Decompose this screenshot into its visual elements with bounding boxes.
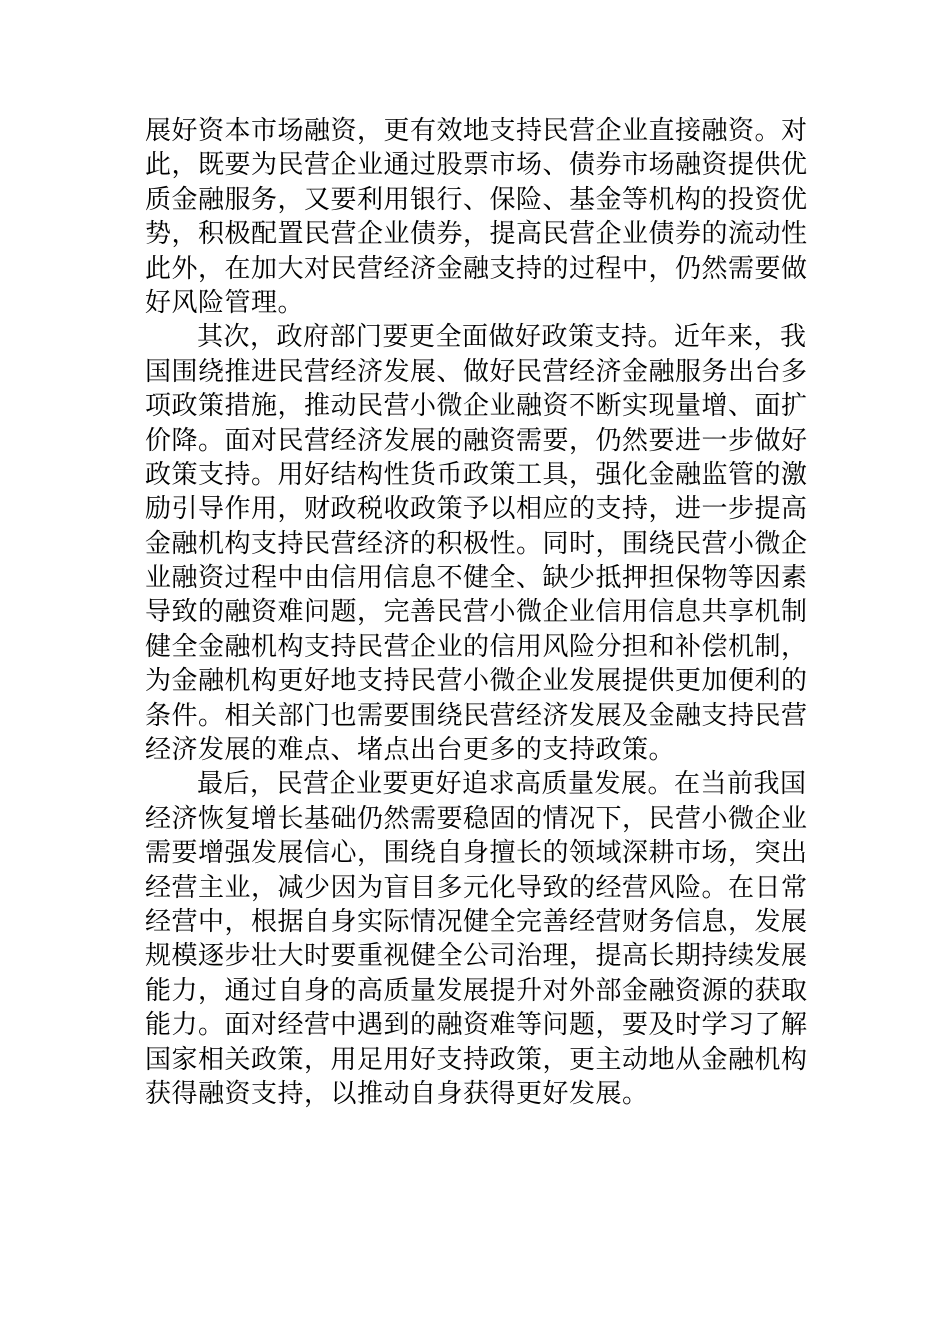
- text-line: 好风险管理。: [145, 287, 305, 318]
- text-line: 其次，政府部门要更全面做好政策支持。近年来，我: [197, 322, 807, 353]
- text-line: 质金融服务，又要利用银行、保险、基金等机构的投资优: [145, 184, 808, 215]
- text-line: 励引导作用，财政税收政策予以相应的支持，进一步提高: [145, 494, 808, 525]
- text-line: 金融机构支持民营经济的积极性。同时，围绕民营小微企: [145, 528, 808, 559]
- text-line: 经济发展的难点、堵点出台更多的支持政策。: [145, 735, 676, 766]
- paragraph: [145, 114, 810, 320]
- text-line: 国家相关政策，用足用好支持政策，更主动地从金融机构: [145, 1044, 808, 1075]
- text-line: 条件。相关部门也需要围绕民营经济发展及金融支持民营: [145, 700, 808, 731]
- text-line: 国围绕推进民营经济发展、做好民营经济金融服务出台多: [145, 356, 808, 387]
- text-line: 经济恢复增长基础仍然需要稳固的情况下，民营小微企业: [145, 803, 808, 834]
- text-line: 价降。面对民营经济发展的融资需要，仍然要进一步做好: [145, 425, 808, 456]
- text-line: 规模逐步壮大时要重视健全公司治理，提高长期持续发展: [145, 941, 808, 972]
- paragraph: [145, 767, 810, 1111]
- body-text: [145, 114, 810, 1111]
- text-line: 能力。面对经营中遇到的融资难等问题，要及时学习了解: [145, 1010, 808, 1041]
- text-line: 获得融资支持，以推动自身获得更好发展。: [145, 1078, 649, 1109]
- text-line: 为金融机构更好地支持民营小微企业发展提供更加便利的: [145, 666, 808, 697]
- text-line: 此外，在加大对民营经济金融支持的过程中，仍然需要做: [145, 253, 808, 284]
- text-line: 业融资过程中由信用信息不健全、缺少抵押担保物等因素: [145, 563, 808, 594]
- text-line: 展好资本市场融资，更有效地支持民营企业直接融资。对: [145, 116, 808, 146]
- text-line: 能力，通过自身的高质量发展提升对外部金融资源的获取: [145, 975, 808, 1006]
- text-line: 政策支持。用好结构性货币政策工具，强化金融监管的激: [145, 459, 808, 490]
- text-line: 势，积极配置民营企业债券，提高民营企业债券的流动性: [145, 219, 808, 250]
- text-line: 最后，民营企业要更好追求高质量发展。在当前我国: [197, 769, 807, 800]
- text-line: 经营主业，减少因为盲目多元化导致的经营风险。在日常: [145, 872, 808, 903]
- text-line: 经营中，根据自身实际情况健全完善经营财务信息，发展: [145, 906, 808, 937]
- paragraph: [145, 320, 810, 767]
- text-line: 需要增强发展信心，围绕自身擅长的领域深耕市场，突出: [145, 838, 808, 869]
- text-line: 此，既要为民营企业通过股票市场、债券市场融资提供优: [145, 150, 808, 181]
- text-line: 健全金融机构支持民营企业的信用风险分担和补偿机制，: [145, 631, 808, 662]
- text-line: 导致的融资难问题，完善民营小微企业信用信息共享机制: [145, 597, 808, 628]
- text-line: 项政策措施，推动民营小微企业融资不断实现量增、面扩: [145, 391, 808, 422]
